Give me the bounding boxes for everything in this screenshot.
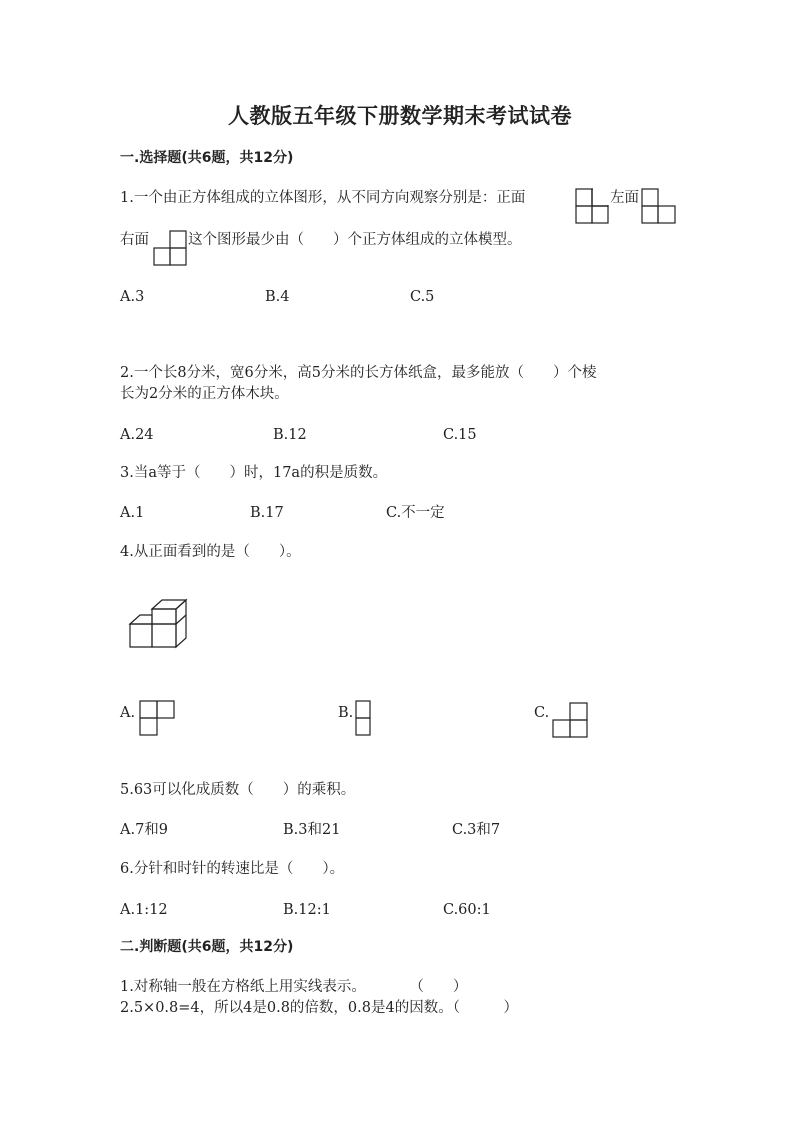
q5-option-a[interactable]: A.7和9 (120, 822, 169, 838)
q4-option-b[interactable]: B. (338, 705, 354, 721)
front-view-figure (575, 188, 611, 226)
question-3-text: 3.当a等于（ ）时，17a的积是质数。 (120, 465, 388, 481)
judge-question-1: 1.对称轴一般在方格纸上用实线表示。 （ ） (120, 979, 468, 995)
q4-option-c[interactable]: C. (534, 705, 550, 721)
q4-option-c-figure[interactable] (552, 702, 590, 740)
q5-option-b[interactable]: B.3和21 (283, 822, 341, 838)
q6-option-c[interactable]: C.60:1 (443, 902, 491, 918)
section-heading-choice: 一.选择题(共6题，共12分) (120, 150, 294, 166)
question-2-line2: 长为2分米的正方体木块。 (120, 386, 289, 402)
q3-option-b[interactable]: B.17 (250, 505, 284, 521)
page-title: 人教版五年级下册数学期末考试试卷 (228, 103, 572, 128)
question-1-text-part3: 右面 (120, 232, 149, 248)
q1-option-b[interactable]: B.4 (265, 289, 290, 305)
right-view-figure (153, 230, 189, 268)
q4-option-a-figure[interactable] (139, 700, 177, 738)
question-1-text-part4: 这个图形最少由（ ）个正方体组成的立体模型。 (188, 232, 522, 248)
question-6-text: 6.分针和时针的转速比是（ ）。 (120, 861, 345, 877)
q1-option-c[interactable]: C.5 (410, 289, 435, 305)
q3-option-a[interactable]: A.1 (120, 505, 145, 521)
question-2-line1: 2.一个长8分米，宽6分米，高5分米的长方体纸盒，最多能放（ ）个棱 (120, 365, 597, 381)
question-1-text-part2: 左面 (610, 190, 639, 206)
q2-option-c[interactable]: C.15 (443, 427, 477, 443)
q4-option-b-figure[interactable] (355, 700, 373, 738)
q4-option-a[interactable]: A. (120, 705, 136, 721)
q1-option-a[interactable]: A.3 (120, 289, 145, 305)
judge-question-2: 2.5×0.8=4，所以4是0.8的倍数，0.8是4的因数。（ ） (120, 1000, 518, 1016)
question-4-text: 4.从正面看到的是（ ）。 (120, 544, 301, 560)
q3-option-c[interactable]: C.不一定 (386, 505, 445, 521)
q2-option-b[interactable]: B.12 (273, 427, 307, 443)
section-heading-true-false: 二.判断题(共6题，共12分) (120, 939, 294, 955)
question-5-text: 5.63可以化成质数（ ）的乘积。 (120, 782, 356, 798)
left-view-figure (641, 188, 677, 226)
q6-option-b[interactable]: B.12:1 (283, 902, 331, 918)
q6-option-a[interactable]: A.1:12 (120, 902, 168, 918)
q5-option-c[interactable]: C.3和7 (452, 822, 501, 838)
cube-stack-figure (128, 598, 188, 650)
question-1-text-part1: 1.一个由正方体组成的立体图形，从不同方向观察分别是：正面 (120, 190, 526, 206)
q2-option-a[interactable]: A.24 (120, 427, 154, 443)
